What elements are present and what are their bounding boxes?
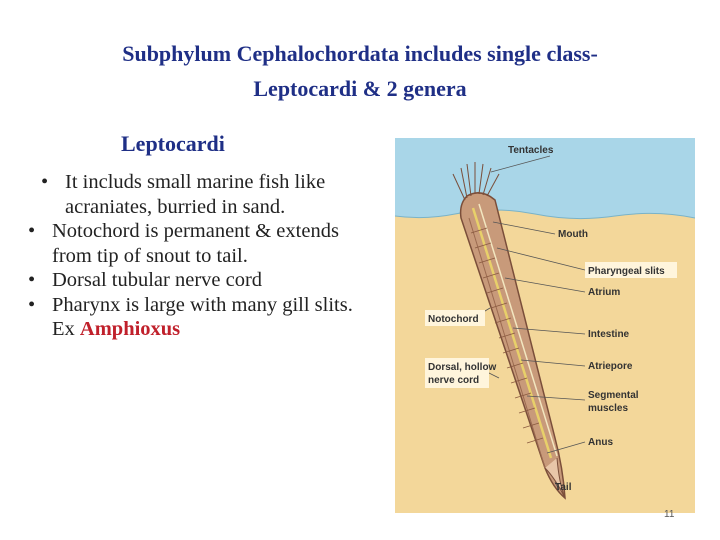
title-line-2: Leptocardi & 2 genera: [253, 76, 467, 101]
bullet-dot: •: [28, 269, 36, 291]
label-tail: Tail: [555, 482, 572, 493]
label-notochord: Notochord: [428, 314, 479, 325]
bullet-text: It includs small marine fish like acraniates, burried in sand.: [65, 171, 326, 218]
label-atriopore: Atriepore: [588, 361, 633, 372]
page-number: 11: [664, 509, 675, 520]
label-atrium: Atrium: [588, 287, 621, 298]
label-tentacles: Tentacles: [508, 145, 554, 156]
label-segmental-line1: Segmental: [588, 390, 639, 401]
label-mouth: Mouth: [558, 229, 588, 240]
bullet-item: [28, 170, 373, 219]
label-intestine: Intestine: [588, 329, 630, 340]
title-line-1: Subphylum Cephalochordata includes single class-: [122, 41, 598, 66]
bullet-item: [28, 268, 373, 293]
bullet-text: Pharynx is large with many gill slits. Ex: [52, 293, 353, 340]
amphioxus-diagram: [395, 138, 695, 513]
bullet-item: [28, 219, 373, 268]
label-dorsal-line1: Dorsal, hollow: [428, 362, 497, 373]
label-pharyngeal-slits: Pharyngeal slits: [588, 266, 665, 277]
label-dorsal-line2: nerve cord: [428, 375, 480, 386]
bullet-dot: •: [28, 220, 36, 242]
example-name: Amphioxus: [79, 318, 181, 340]
bullet-dot: •: [41, 171, 49, 193]
label-segmental-line2: muscles: [588, 403, 629, 414]
bullet-list: [28, 170, 373, 342]
bullet-text: Dorsal tubular nerve cord: [52, 269, 263, 291]
label-anus: Anus: [588, 437, 613, 448]
section-subtitle: Leptocardi: [121, 131, 225, 156]
bullet-text: Notochord is permanent & extends from tip of snout to tail.: [52, 220, 339, 267]
slide-title: [0, 36, 720, 106]
bullet-item: [28, 293, 373, 342]
bullet-dot: •: [28, 293, 36, 316]
